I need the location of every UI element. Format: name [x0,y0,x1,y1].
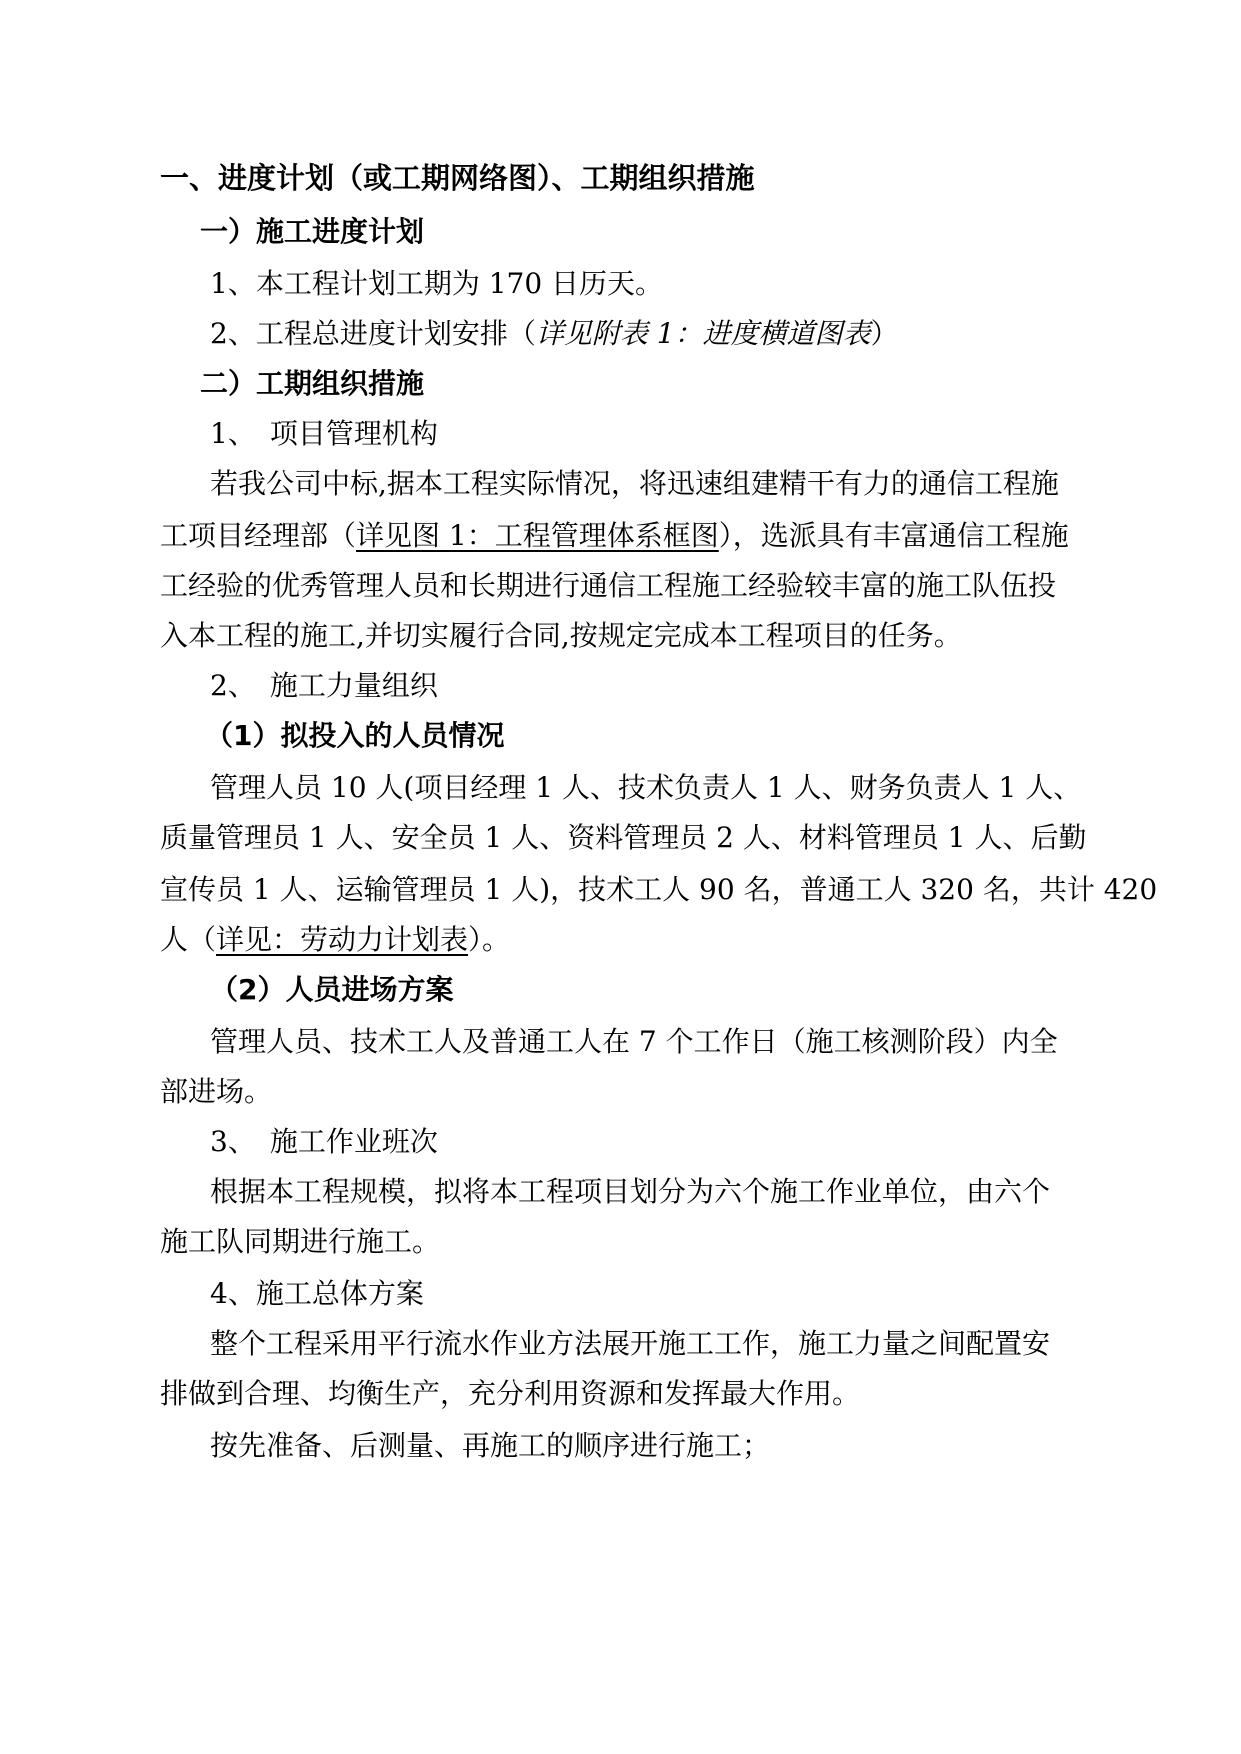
paragraph-3-line-2: 部进场。 [160,1075,273,1108]
main-heading: 一、进度计划（或工期网络图）、工期组织措施 [160,161,755,195]
paragraph-1-line-2 [160,516,1069,556]
labor-plan-link[interactable]: 详见：劳动力计划表 [216,923,469,956]
p1-line2-b: ），选派具有丰富通信工程施 [718,519,1069,552]
paragraph-2-line-3: 宣传员 1 人、运输管理员 1 人)，技术工人 90 名，普通工人 320 名，共计 420 [160,873,1158,906]
paragraph-1-line-4: 入本工程的施工,并切实履行合同,按规定完成本工程项目的任务。 [160,619,962,652]
paragraph-5-line-2: 排做到合理、均衡生产，充分利用资源和发挥最大作用。 [160,1377,861,1410]
paragraph-2-line-2: 质量管理员 1 人、安全员 1 人、资料管理员 2 人、材料管理员 1 人、后勤 [160,821,1087,854]
section-1-item-1: 1、本工程计划工期为 170 日历天。 [210,267,664,300]
paragraph-5-line-1: 整个工程采用平行流水作业方法展开施工工作，施工力量之间配置安 [210,1327,1051,1360]
item-2-suffix: ） [870,317,899,350]
p2-line4-b: ）。 [468,923,511,956]
paragraph-1-line-3: 工经验的优秀管理人员和长期进行通信工程施工经验较丰富的施工队伍投 [160,569,1057,602]
item-2-prefix: 2、工程总进度计划安排（ [210,317,536,350]
subsection-2-2-title: （2）人员进场方案 [210,973,454,1006]
paragraph-4-line-1: 根据本工程规模，拟将本工程项目划分为六个施工作业单位，由六个 [210,1175,1051,1208]
paragraph-1-line-1: 若我公司中标,据本工程实际情况，将迅速组建精干有力的通信工程施 [210,467,1059,500]
section-1-title: 一）施工进度计划 [200,215,425,248]
paragraph-2-line-1: 管理人员 10 人(项目经理 1 人、技术负责人 1 人、财务负责人 1 人、 [210,771,1082,804]
subsection-2-title: 2、 施工力量组织 [210,669,438,702]
paragraph-3-line-1: 管理人员、技术工人及普通工人在 7 个工作日（施工核测阶段）内全 [210,1025,1058,1058]
subsection-2-1-title: （1）拟投入的人员情况 [205,719,505,752]
paragraph-6-line-1: 按先准备、后测量、再施工的顺序进行施工； [210,1429,771,1462]
p1-line2-a: 工项目经理部（ [160,519,357,552]
item-2-reference: 详见附表 1：进度横道图表 [535,317,871,350]
p2-line4-a: 人（ [160,923,217,956]
paragraph-2-line-4 [160,920,510,960]
section-1-item-2 [210,314,899,354]
paragraph-4-line-2: 施工队同期进行施工。 [160,1225,441,1258]
subsection-4-title: 4、施工总体方案 [210,1277,424,1310]
subsection-3-title: 3、 施工作业班次 [210,1125,438,1158]
management-chart-link[interactable]: 详见图 1：工程管理体系框图 [356,519,719,552]
subsection-1-title: 1、 项目管理机构 [210,417,438,450]
section-2-title: 二）工期组织措施 [200,367,425,400]
